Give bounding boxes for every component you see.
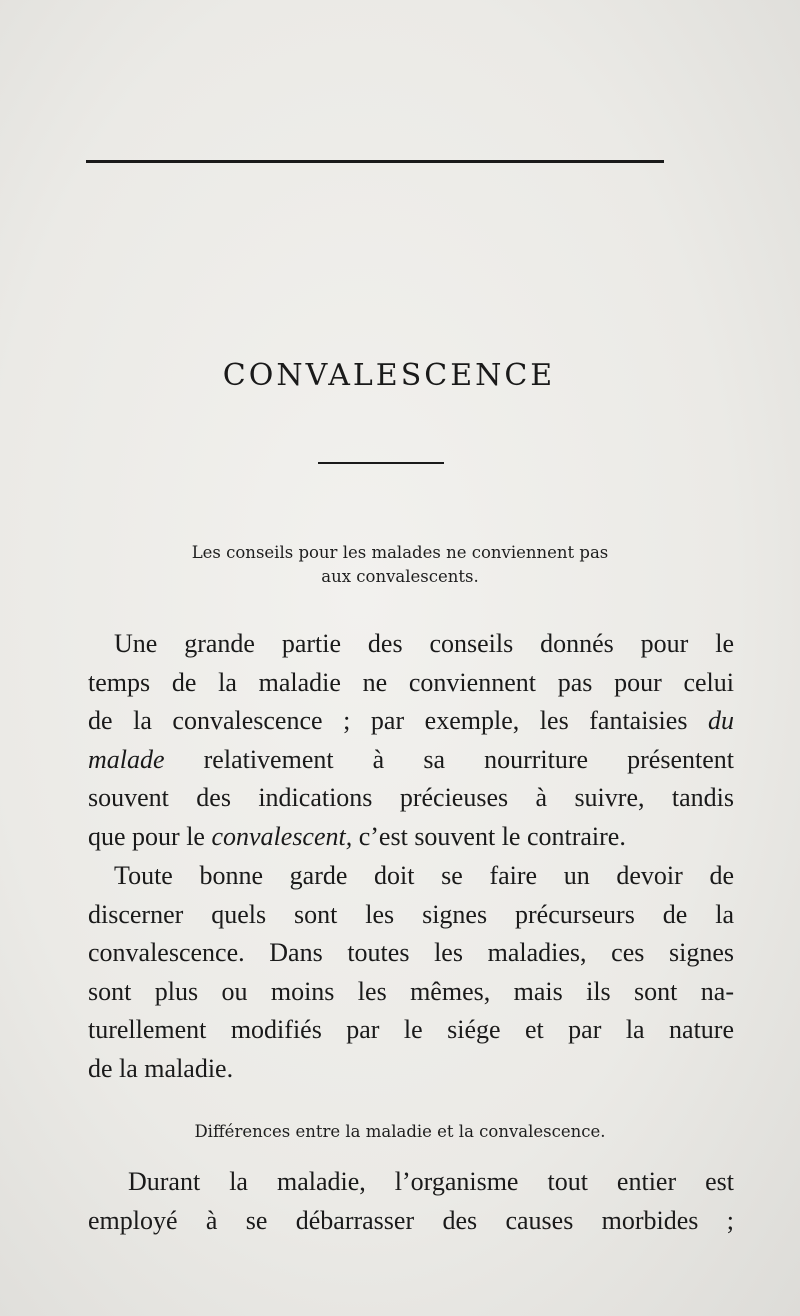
paragraph-2-line-4: sont plus ou moins les mêmes, mais ils sont na-	[88, 976, 734, 1006]
paragraph-1-line-4	[88, 741, 734, 780]
section-heading-1	[120, 541, 680, 589]
section-heading-2: Différences entre la maladie et la convalescence.	[194, 1122, 606, 1141]
paragraph-3-line-1: Durant la maladie, l’organisme tout entier est	[128, 1167, 734, 1196]
paragraph-1-line-4-italic: malade	[88, 744, 165, 774]
paragraph-1-line-6-italic: convalescent,	[211, 821, 353, 851]
paragraph-2-line-5: turellement modifiés par le siége et par la nature	[88, 1015, 734, 1044]
paragraph-1-line-1: Une grande partie des conseils donnés pour le	[114, 629, 734, 658]
paragraph-2-line-6: de la maladie.	[88, 1053, 234, 1083]
title-rule	[318, 462, 444, 464]
paragraph-2-line-2: discerner quels sont les signes précurseurs de la	[88, 899, 734, 929]
paragraph-1-line-2: temps de la maladie ne conviennent pas pour celui	[88, 667, 734, 697]
paragraph-1-line-5: souvent des indications précieuses à suivre, tandis	[88, 783, 734, 812]
paragraph-3-line-2: employé à se débarrasser des causes morbides ;	[88, 1205, 734, 1235]
paragraph-1-line-4-text: relativement à sa nourriture présentent	[164, 744, 734, 774]
paragraph-1-line-6	[88, 818, 734, 857]
paragraph-1-line-6-text-a: que pour le	[88, 821, 212, 851]
chapter-title: CONVALESCENCE	[222, 358, 556, 393]
section-heading-1-line-2: aux convalescents.	[321, 567, 479, 586]
paragraph-3	[88, 1163, 734, 1240]
paragraph-1-line-6-text-c: c’est souvent le contraire.	[352, 821, 626, 851]
paragraph-2	[88, 857, 734, 1088]
header-rule	[86, 160, 664, 163]
paragraph-2-line-1: Toute bonne garde doit se faire un devoir de	[114, 861, 734, 890]
section-heading-1-line-1: Les conseils pour les malades ne conviennent pas	[191, 543, 609, 562]
paragraph-1-line-3-italic: du	[708, 706, 734, 735]
paragraph-2-line-3: convalescence. Dans toutes les maladies, ces signes	[88, 938, 734, 967]
paragraph-1	[88, 625, 734, 856]
paragraph-1-line-3	[88, 702, 734, 741]
paragraph-1-line-3-text: de la convalescence ; par exemple, les fantaisies	[88, 706, 708, 735]
